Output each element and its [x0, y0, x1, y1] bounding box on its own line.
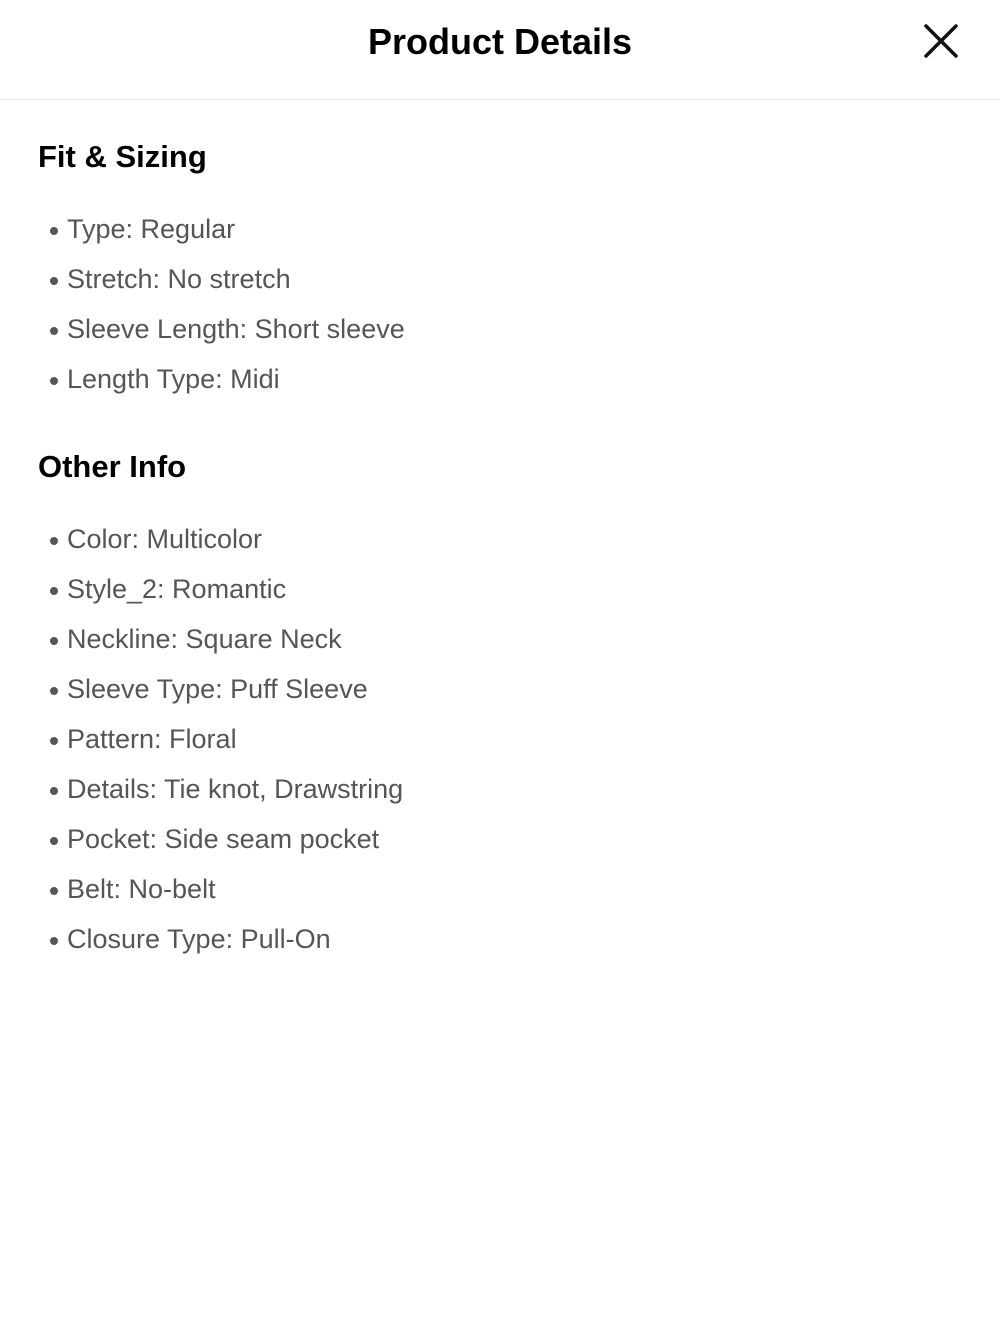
- attribute-text: Type: Regular: [67, 214, 236, 244]
- bullet-icon: [50, 327, 58, 335]
- attribute-text: Length Type: Midi: [67, 364, 280, 394]
- page-title: Product Details: [367, 21, 633, 62]
- bullet-icon: [50, 537, 58, 545]
- attribute-text: Pattern: Floral: [67, 724, 237, 754]
- list-item: [48, 204, 962, 254]
- list-item: [48, 254, 962, 304]
- attribute-text: Sleeve Type: Puff Sleeve: [67, 674, 368, 704]
- attribute-text: Details: Tie knot, Drawstring: [67, 774, 404, 804]
- bullet-icon: [50, 887, 58, 895]
- bullet-icon: [50, 687, 58, 695]
- section-title: Other Info: [38, 449, 187, 484]
- list-item: [48, 714, 962, 764]
- close-icon: [918, 18, 964, 64]
- bullet-icon: [50, 587, 58, 595]
- attribute-list: [38, 204, 962, 404]
- list-item: [48, 354, 962, 404]
- bullet-icon: [50, 937, 58, 945]
- list-item: [48, 764, 962, 814]
- modal-header: [0, 0, 1000, 100]
- details-content: [0, 100, 1000, 964]
- attribute-text: Closure Type: Pull-On: [67, 924, 331, 954]
- bullet-icon: [50, 837, 58, 845]
- list-item: [48, 664, 962, 714]
- bullet-icon: [50, 787, 58, 795]
- attribute-text: Style_2: Romantic: [67, 574, 287, 604]
- attribute-text: Pocket: Side seam pocket: [67, 824, 380, 854]
- bullet-icon: [50, 737, 58, 745]
- list-item: [48, 304, 962, 354]
- list-item: [48, 514, 962, 564]
- bullet-icon: [50, 227, 58, 235]
- close-button[interactable]: [918, 18, 964, 64]
- list-item: [48, 614, 962, 664]
- list-item: [48, 914, 962, 964]
- bullet-icon: [50, 637, 58, 645]
- section-title: Fit & Sizing: [38, 139, 207, 174]
- attribute-text: Color: Multicolor: [67, 524, 263, 554]
- list-item: [48, 864, 962, 914]
- bullet-icon: [50, 377, 58, 385]
- attribute-text: Sleeve Length: Short sleeve: [67, 314, 405, 344]
- attribute-list: [38, 514, 962, 964]
- section-fit-sizing: [38, 136, 962, 404]
- list-item: [48, 564, 962, 614]
- attribute-text: Neckline: Square Neck: [67, 624, 342, 654]
- attribute-text: Stretch: No stretch: [67, 264, 291, 294]
- list-item: [48, 814, 962, 864]
- section-other-info: [38, 446, 962, 964]
- attribute-text: Belt: No-belt: [67, 874, 216, 904]
- bullet-icon: [50, 277, 58, 285]
